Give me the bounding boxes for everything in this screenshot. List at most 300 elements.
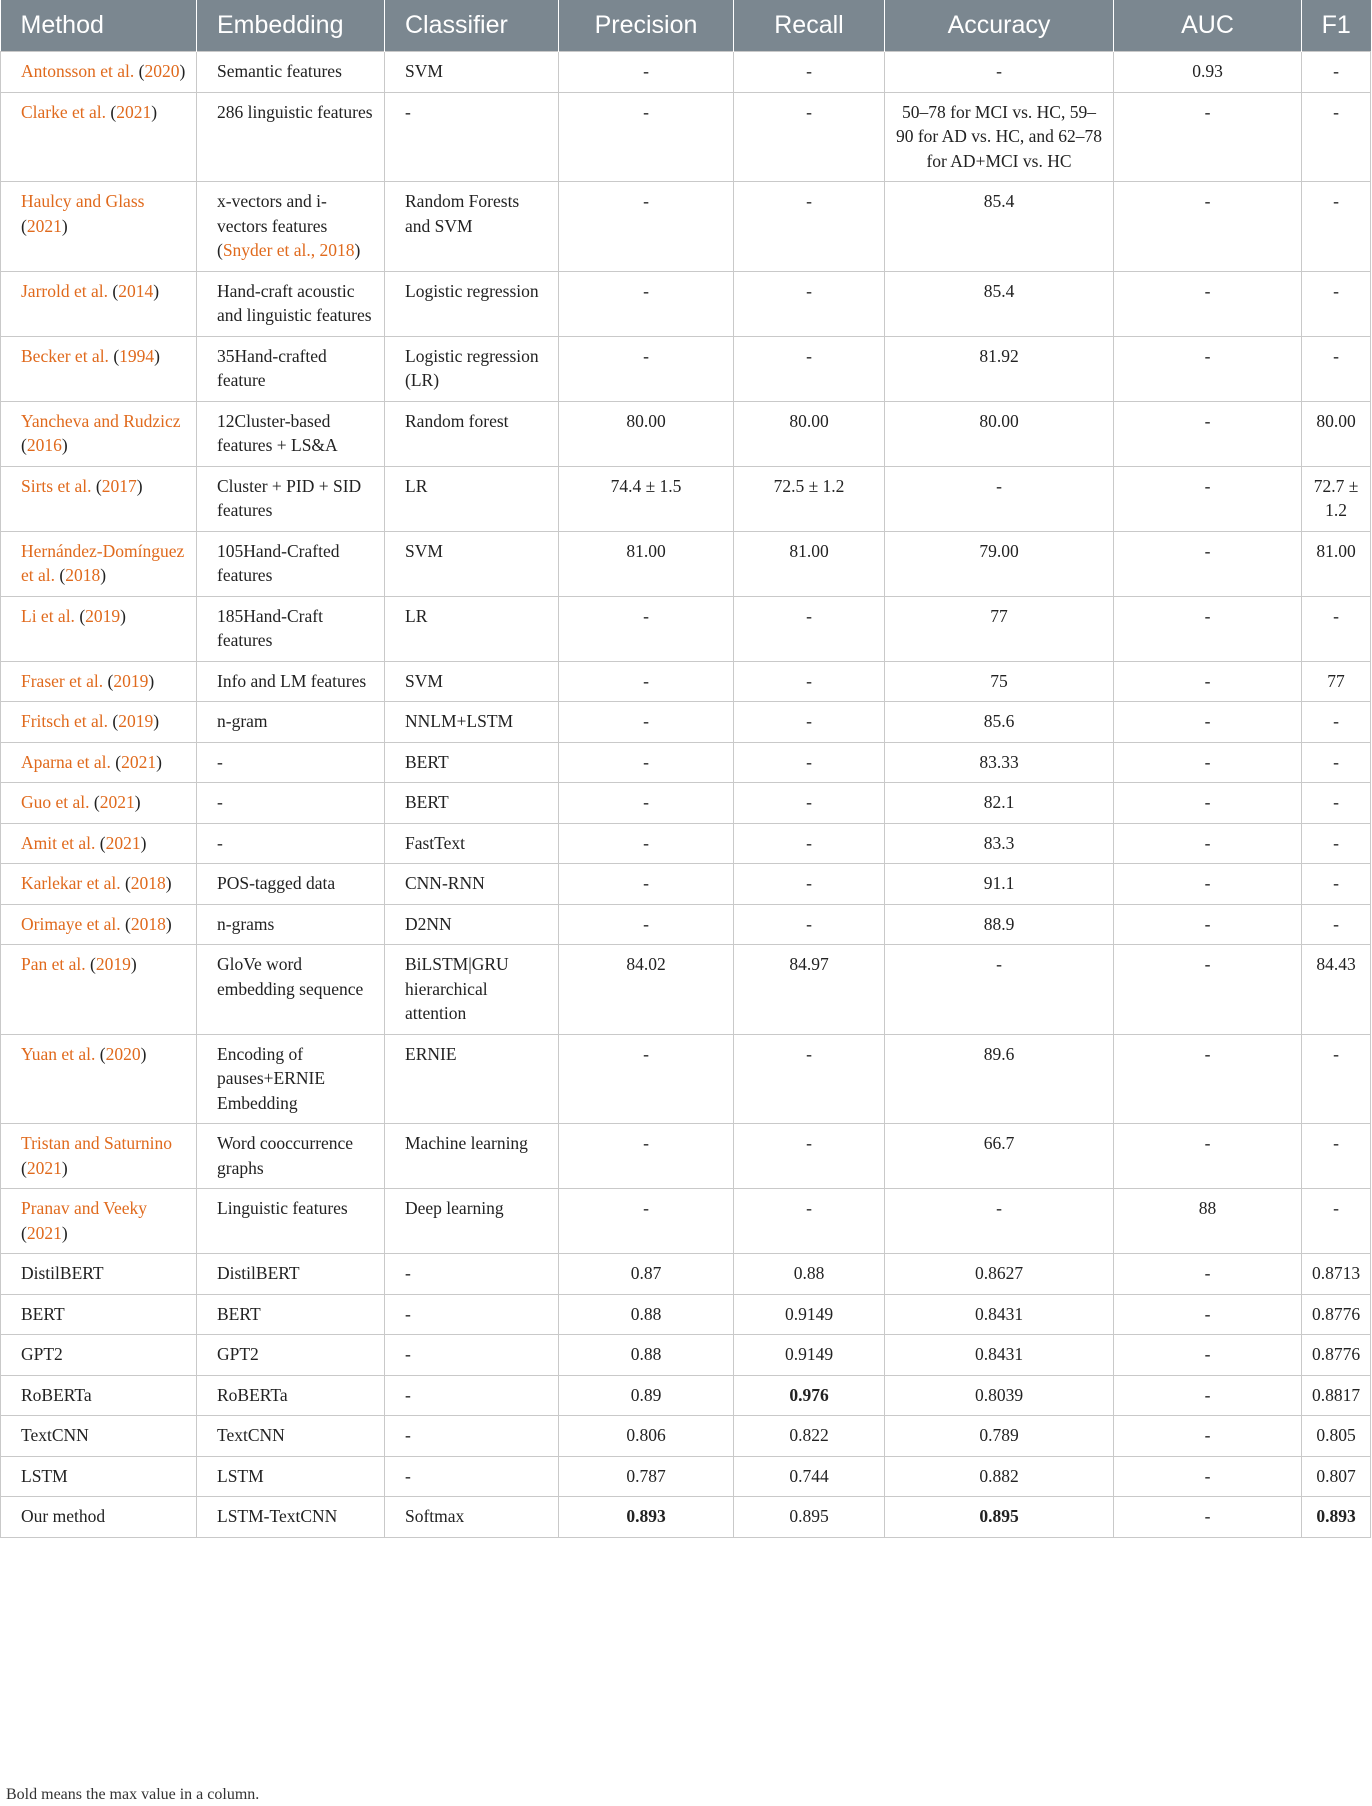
cell-classifier: - [385,1375,559,1416]
cell-f1: - [1302,1124,1371,1189]
cell-precision: - [559,52,734,93]
cell-embedding [197,52,385,93]
citation-link[interactable]: Karlekar et al. [21,873,121,893]
cell-auc: - [1114,1034,1302,1124]
column-header-auc: AUC [1114,0,1302,52]
cell-auc: - [1114,336,1302,401]
table-row [1,182,1371,272]
table-row [1,52,1371,93]
cell-classifier: SVM [385,52,559,93]
cell-classifier: SVM [385,531,559,596]
embedding-text: Encoding of pauses+ERNIE Embedding [217,1043,326,1113]
table-row [1,1254,1371,1295]
citation-year-link[interactable]: 2021 [116,101,152,122]
table-row [1,864,1371,905]
cell-classifier: FastText [385,823,559,864]
citation-year-link[interactable]: 1994 [119,345,155,366]
cell-accuracy: - [885,52,1114,93]
cell-f1: - [1302,1189,1371,1254]
cell-embedding [197,1254,385,1295]
cell-embedding [197,92,385,182]
column-header-classifier: Classifier [385,0,559,52]
cell-auc: - [1114,92,1302,182]
table-header [1,0,1371,52]
cell-f1: 0.807 [1302,1456,1371,1497]
cell-recall: - [734,52,885,93]
cell-classifier: ERNIE [385,1034,559,1124]
cell-recall: 72.5 ± 1.2 [734,466,885,531]
citation-year-link[interactable]: 2020 [144,61,180,81]
cell-classifier: NNLM+LSTM [385,702,559,743]
cell-accuracy: 81.92 [885,336,1114,401]
cell-f1: 84.43 [1302,945,1371,1035]
cell-precision: 0.88 [559,1335,734,1376]
cell-precision: - [559,823,734,864]
cell-accuracy: 85.4 [885,271,1114,336]
cell-precision: - [559,1124,734,1189]
cell-embedding [197,945,385,1035]
cell-f1: - [1302,702,1371,743]
cell-f1: - [1302,271,1371,336]
embedding-text: Cluster + PID + SID features [217,475,362,520]
cell-precision: 0.87 [559,1254,734,1295]
table-row [1,1124,1371,1189]
table-row [1,661,1371,702]
cell-auc: - [1114,1416,1302,1457]
embedding-suffix: ) [354,240,361,260]
cell-f1: - [1302,783,1371,824]
embedding-text: RoBERTa [217,1384,288,1405]
cell-recall: 0.9149 [734,1294,885,1335]
method-name: GPT2 [21,1344,63,1364]
citation-year-link[interactable]: 2021 [105,832,141,853]
column-header-accuracy: Accuracy [885,0,1114,52]
cell-method: Pranav and Veeky (2021) [1,1189,197,1254]
cell-method [1,1456,197,1497]
cell-method [1,1254,197,1295]
cell-recall: - [734,904,885,945]
table-row [1,531,1371,596]
cell-precision: 80.00 [559,401,734,466]
cell-f1: - [1302,742,1371,783]
embedding-text: DistilBERT [217,1263,300,1283]
cell-auc: 88 [1114,1189,1302,1254]
cell-accuracy: 80.00 [885,401,1114,466]
citation-year-link[interactable]: 2019 [113,670,149,691]
cell-embedding [197,702,385,743]
cell-precision: 0.787 [559,1456,734,1497]
cell-embedding [197,1189,385,1254]
method-name: RoBERTa [21,1384,92,1405]
cell-auc: - [1114,1124,1302,1189]
cell-accuracy: 0.8039 [885,1375,1114,1416]
citation-year-link[interactable]: 2021 [26,1222,62,1243]
citation-year-link[interactable]: 2021 [99,792,135,812]
table-footnote: Bold means the max value in a column. [6,1786,260,1803]
table-row [1,1335,1371,1376]
cell-accuracy: 91.1 [885,864,1114,905]
cell-auc: - [1114,823,1302,864]
embedding-text: LSTM [217,1465,264,1486]
citation-year-link[interactable]: 2014 [118,280,154,301]
cell-embedding [197,401,385,466]
cell-f1: 77 [1302,661,1371,702]
citation-link[interactable]: Haulcy and Glass [21,191,145,211]
citation-year-link[interactable]: 2018 [130,913,166,934]
cell-accuracy: 77 [885,596,1114,661]
cell-recall: 80.00 [734,401,885,466]
cell-precision: 0.806 [559,1416,734,1457]
cell-recall: - [734,823,885,864]
cell-accuracy: 0.789 [885,1416,1114,1457]
table-row [1,1034,1371,1124]
cell-f1: - [1302,864,1371,905]
cell-precision: 0.89 [559,1375,734,1416]
embedding-text: TextCNN [217,1425,285,1445]
cell-embedding [197,1456,385,1497]
cell-classifier: BERT [385,742,559,783]
cell-precision: - [559,904,734,945]
cell-recall: - [734,182,885,272]
cell-auc: - [1114,1497,1302,1538]
cell-classifier: Random Forests and SVM [385,182,559,272]
cell-classifier: Logistic regression [385,271,559,336]
citation-link[interactable]: Jarrold et al. [21,280,108,301]
cell-embedding [197,823,385,864]
method-name: DistilBERT [21,1263,104,1283]
citation-link[interactable]: Hernández-Domínguez et al. [21,540,185,585]
cell-embedding [197,531,385,596]
cell-accuracy: 50–78 for MCI vs. HC, 59–90 for AD vs. HC, and 62–78 for AD+MCI vs. HC [885,92,1114,182]
citation-year-link[interactable]: 2021 [26,215,62,236]
cell-method: Li et al. (2019) [1,596,197,661]
citation-link[interactable]: Yancheva and Rudzicz [21,410,181,431]
cell-auc: 0.93 [1114,52,1302,93]
cell-precision: - [559,596,734,661]
cell-f1: - [1302,336,1371,401]
cell-embedding [197,271,385,336]
citation-year-link[interactable]: 2019 [95,954,131,974]
cell-precision: - [559,271,734,336]
citation-link[interactable]: Antonsson et al. [21,61,135,81]
embedding-text: 286 linguistic features [217,101,373,122]
cell-precision: - [559,742,734,783]
citation-year-link[interactable]: 2021 [26,1157,62,1178]
cell-accuracy: 75 [885,661,1114,702]
embedding-text: 185Hand-Craft features [217,605,323,650]
cell-method: Haulcy and Glass (2021) [1,182,197,272]
cell-method [1,1375,197,1416]
cell-embedding [197,1375,385,1416]
embedding-text: Info and LM features [217,670,367,691]
cell-recall: - [734,1124,885,1189]
table-row [1,1456,1371,1497]
cell-classifier: - [385,1294,559,1335]
embedding-text: x-vectors and i-vectors features ( [217,191,328,260]
citation-year-link[interactable]: 2017 [101,475,137,496]
cell-accuracy: - [885,945,1114,1035]
cell-f1: 0.805 [1302,1416,1371,1457]
cell-precision: - [559,661,734,702]
cell-precision: - [559,92,734,182]
citation-year-link[interactable]: 2019 [85,605,121,626]
embedding-text: Word cooccurrence graphs [217,1133,354,1178]
cell-method: Guo et al. (2021) [1,783,197,824]
cell-auc: - [1114,783,1302,824]
table-row [1,596,1371,661]
embedding-text: n-gram [217,711,268,731]
embedding-text: Semantic features [217,61,342,81]
cell-method: Tristan and Saturnino (2021) [1,1124,197,1189]
cell-recall: - [734,742,885,783]
cell-auc: - [1114,1335,1302,1376]
cell-precision: - [559,1034,734,1124]
cell-classifier: Machine learning [385,1124,559,1189]
cell-recall: 0.976 [734,1375,885,1416]
cell-recall: 84.97 [734,945,885,1035]
embedding-text: GPT2 [217,1344,259,1364]
cell-classifier: BERT [385,783,559,824]
table-row [1,1497,1371,1538]
column-header-f1: F1 [1302,0,1371,52]
cell-accuracy: 85.6 [885,702,1114,743]
cell-recall: - [734,92,885,182]
embedding-text: - [217,751,223,772]
citation-year-link[interactable]: 2021 [121,751,157,772]
cell-accuracy: 0.895 [885,1497,1114,1538]
cell-accuracy: 83.33 [885,742,1114,783]
cell-precision: - [559,783,734,824]
cell-classifier: Random forest [385,401,559,466]
cell-auc: - [1114,466,1302,531]
embedding-citation-link[interactable]: Snyder et al., 2018 [222,240,355,260]
cell-accuracy: - [885,466,1114,531]
cell-auc: - [1114,182,1302,272]
header-row [1,0,1371,52]
column-header-recall: Recall [734,0,885,52]
embedding-text: Hand-craft acoustic and linguistic features [217,280,372,325]
cell-accuracy: 0.8627 [885,1254,1114,1295]
cell-precision: 84.02 [559,945,734,1035]
cell-method: Amit et al. (2021) [1,823,197,864]
table-row [1,742,1371,783]
cell-accuracy: 0.882 [885,1456,1114,1497]
citation-link[interactable]: Clarke et al. [21,101,107,122]
cell-embedding [197,1497,385,1538]
cell-classifier: D2NN [385,904,559,945]
cell-recall: 0.9149 [734,1335,885,1376]
citation-link[interactable]: Orimaye et al. [21,913,121,934]
citation-year-link[interactable]: 2019 [118,711,154,731]
embedding-text: - [217,792,223,812]
cell-auc: - [1114,864,1302,905]
embedding-text: BERT [217,1303,261,1324]
citation-link[interactable]: Yuan et al. [21,1043,96,1064]
citation-link[interactable]: Pranav and Veeky [21,1198,148,1218]
cell-accuracy: 0.8431 [885,1335,1114,1376]
cell-recall: - [734,864,885,905]
cell-f1: 72.7 ± 1.2 [1302,466,1371,531]
cell-method: Fraser et al. (2019) [1,661,197,702]
cell-embedding [197,1124,385,1189]
cell-f1: 0.893 [1302,1497,1371,1538]
citation-year-link[interactable]: 2018 [65,565,101,585]
cell-recall: 0.822 [734,1416,885,1457]
cell-auc: - [1114,1456,1302,1497]
cell-auc: - [1114,702,1302,743]
method-name: BERT [21,1303,65,1324]
cell-precision: - [559,702,734,743]
cell-auc: - [1114,904,1302,945]
cell-embedding [197,661,385,702]
cell-f1: - [1302,182,1371,272]
cell-method: Antonsson et al. (2020) [1,52,197,93]
cell-method [1,1335,197,1376]
table-row [1,271,1371,336]
table-row [1,92,1371,182]
cell-method: Aparna et al. (2021) [1,742,197,783]
cell-f1: - [1302,596,1371,661]
cell-auc: - [1114,742,1302,783]
cell-classifier: CNN-RNN [385,864,559,905]
cell-classifier: Logistic regression (LR) [385,336,559,401]
cell-recall: 0.744 [734,1456,885,1497]
cell-method: Hernández-Domínguez et al. (2018) [1,531,197,596]
method-name: Our method [21,1506,106,1526]
cell-accuracy: 89.6 [885,1034,1114,1124]
citation-link[interactable]: Fritsch et al. [21,711,108,731]
cell-recall: - [734,783,885,824]
cell-classifier: SVM [385,661,559,702]
cell-method: Karlekar et al. (2018) [1,864,197,905]
embedding-text: LSTM-TextCNN [217,1506,338,1526]
embedding-text: 105Hand-Crafted features [217,540,340,585]
cell-f1: 0.8713 [1302,1254,1371,1295]
cell-auc: - [1114,945,1302,1035]
citation-year-link[interactable]: 2020 [105,1043,141,1064]
table-row [1,945,1371,1035]
table-row [1,823,1371,864]
cell-accuracy: 83.3 [885,823,1114,864]
cell-classifier: Deep learning [385,1189,559,1254]
method-name: LSTM [21,1465,68,1486]
cell-f1: - [1302,92,1371,182]
cell-recall: - [734,271,885,336]
table-body [1,52,1371,1538]
embedding-text: 12Cluster-based features + LS&A [217,410,338,455]
table-row [1,1294,1371,1335]
cell-accuracy: 79.00 [885,531,1114,596]
cell-recall: - [734,702,885,743]
cell-precision: - [559,336,734,401]
cell-method: Jarrold et al. (2014) [1,271,197,336]
cell-method: Sirts et al. (2017) [1,466,197,531]
cell-f1: 81.00 [1302,531,1371,596]
cell-method: Fritsch et al. (2019) [1,702,197,743]
cell-classifier: BiLSTM|GRU hierarchical attention [385,945,559,1035]
cell-classifier: - [385,1416,559,1457]
cell-classifier: - [385,1456,559,1497]
citation-year-link[interactable]: 2018 [130,873,166,893]
cell-f1: - [1302,904,1371,945]
cell-recall: - [734,336,885,401]
cell-embedding [197,783,385,824]
cell-embedding [197,1034,385,1124]
cell-classifier: - [385,1335,559,1376]
column-header-precision: Precision [559,0,734,52]
cell-embedding [197,182,385,272]
cell-auc: - [1114,1375,1302,1416]
cell-recall: 81.00 [734,531,885,596]
citation-link[interactable]: Guo et al. [21,792,90,812]
table-row [1,336,1371,401]
cell-auc: - [1114,531,1302,596]
citation-link[interactable]: Becker et al. [21,345,109,366]
cell-classifier: Softmax [385,1497,559,1538]
cell-accuracy: 88.9 [885,904,1114,945]
cell-embedding [197,864,385,905]
citation-link[interactable]: Li et al. [21,605,75,626]
citation-link[interactable]: Tristan and Saturnino [21,1133,173,1153]
cell-auc: - [1114,1254,1302,1295]
embedding-text: Linguistic features [217,1198,348,1218]
cell-method: Yancheva and Rudzicz (2016) [1,401,197,466]
citation-link[interactable]: Sirts et al. [21,475,92,496]
table-row [1,702,1371,743]
cell-precision: 74.4 ± 1.5 [559,466,734,531]
cell-method: Orimaye et al. (2018) [1,904,197,945]
cell-embedding [197,742,385,783]
citation-link[interactable]: Aparna et al. [21,751,111,772]
cell-recall: - [734,661,885,702]
cell-method [1,1294,197,1335]
cell-auc: - [1114,661,1302,702]
cell-accuracy: 85.4 [885,182,1114,272]
cell-recall: 0.88 [734,1254,885,1295]
cell-f1: - [1302,1034,1371,1124]
cell-accuracy: 82.1 [885,783,1114,824]
cell-recall: - [734,1189,885,1254]
column-header-embedding: Embedding [197,0,385,52]
cell-classifier: - [385,1254,559,1295]
cell-embedding [197,466,385,531]
embedding-text: 35Hand-crafted feature [217,345,327,390]
citation-link[interactable]: Pan et al. [21,954,86,974]
table-row [1,904,1371,945]
cell-auc: - [1114,271,1302,336]
cell-method: Yuan et al. (2020) [1,1034,197,1124]
table-row [1,1416,1371,1457]
cell-f1: 0.8817 [1302,1375,1371,1416]
cell-embedding [197,904,385,945]
cell-embedding [197,1294,385,1335]
cell-accuracy: 66.7 [885,1124,1114,1189]
citation-link[interactable]: Fraser et al. [21,670,104,691]
cell-classifier: - [385,92,559,182]
method-name: TextCNN [21,1425,89,1445]
cell-recall: 0.895 [734,1497,885,1538]
citation-year-link[interactable]: 2016 [26,435,62,455]
table-row [1,466,1371,531]
cell-precision: - [559,1189,734,1254]
cell-classifier: LR [385,596,559,661]
cell-recall: - [734,1034,885,1124]
cell-method: Becker et al. (1994) [1,336,197,401]
embedding-text: POS-tagged data [217,873,336,893]
citation-link[interactable]: Amit et al. [21,832,96,853]
table-row [1,1189,1371,1254]
cell-embedding [197,1416,385,1457]
